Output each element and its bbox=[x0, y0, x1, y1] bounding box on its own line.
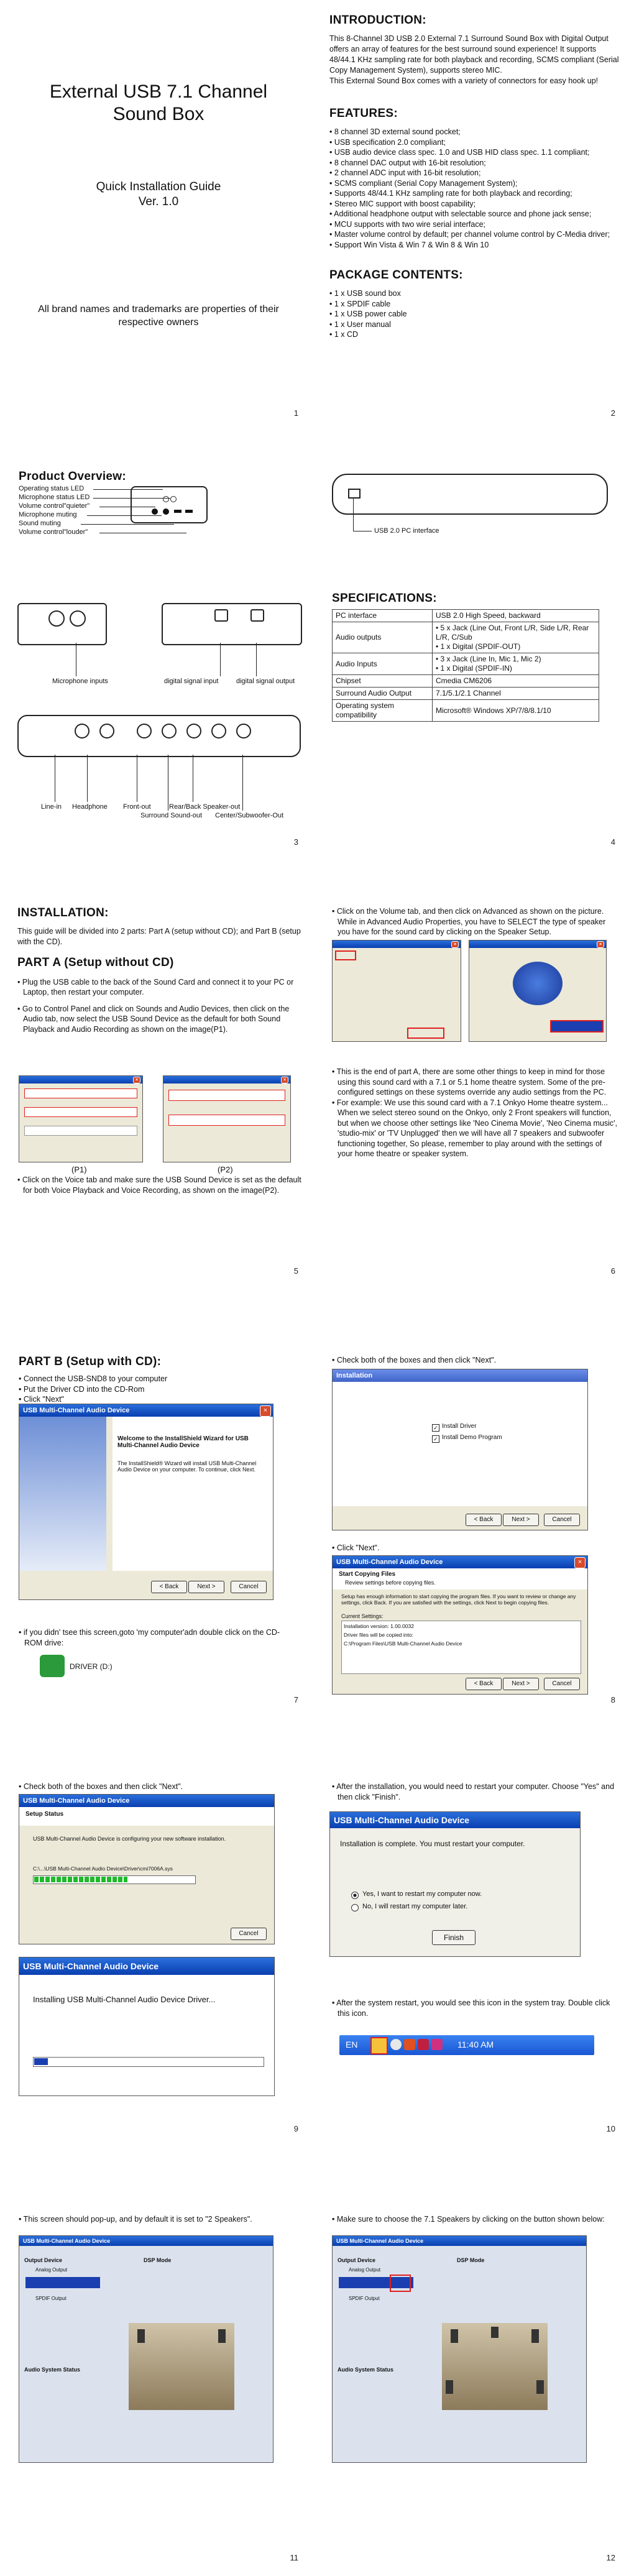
page-10 bbox=[317, 1716, 634, 2145]
spec-value: Microsoft® Windows XP/7/8/8.1/10 bbox=[433, 700, 599, 722]
cover-trademark: All brand names and trademarks are properties of their respective owners bbox=[38, 304, 279, 328]
list-item: • SCMS compliant (Serial Copy Management System); bbox=[329, 178, 622, 189]
spec-value: • 5 x Jack (Line Out, Front L/R, Side L/R, Rear L/R, C/Sub bbox=[436, 623, 589, 642]
device-back-panel bbox=[17, 715, 301, 757]
copy-body: Setup has enough information to start copying the program files. If you want to review or change any settings, click Back. If you are satisfied with the settings, click Next to begin copying files. bbox=[341, 1593, 576, 1606]
no-label: No, I will restart my computer later. bbox=[362, 1903, 468, 1910]
page-number: 7 bbox=[293, 1695, 298, 1704]
spec-key: Audio outputs bbox=[333, 622, 433, 653]
list-item: • Plug the USB cable to the back of the Sound Card and connect it to your PC or Laptop, then restart your computer. bbox=[17, 977, 303, 998]
list-item: • Support Win Vista & Win 7 & Win 8 & Win 10 bbox=[329, 240, 622, 251]
system-status-label: Audio System Status bbox=[338, 2367, 394, 2373]
close-icon: × bbox=[281, 1077, 288, 1083]
list-item: • After the installation, you would need to restart your computer. Choose "Yes" and then click "Finish". bbox=[332, 1782, 618, 1802]
features-list bbox=[329, 127, 622, 250]
close-icon: × bbox=[133, 1077, 140, 1083]
installing-driver-dialog bbox=[19, 1957, 275, 2096]
page-number: 4 bbox=[610, 837, 615, 847]
dialog-title: Installation bbox=[333, 1369, 587, 1382]
list-item: • 8 channel 3D external sound pocket; bbox=[329, 127, 622, 137]
optical-out-icon bbox=[250, 609, 264, 622]
speaker-icon bbox=[531, 2329, 539, 2343]
list-item: • if you didn' tsee this screen,goto 'my computer'adn double click on the CD-ROM drive: bbox=[19, 1627, 292, 1648]
list-item: • Master volume control by default; per channel volume control by C-Media driver; bbox=[329, 229, 622, 240]
audio-control-panel-71 bbox=[332, 2235, 587, 2463]
list-item: • MCU supports with two wire serial interface; bbox=[329, 219, 622, 230]
mic-jack-icon bbox=[70, 610, 86, 627]
audio-control-panel bbox=[19, 2235, 273, 2463]
page-4 bbox=[317, 429, 634, 858]
list-item: • 1 x USB power cable bbox=[329, 309, 622, 320]
spec-key: Operating system compatibility bbox=[333, 700, 433, 722]
label-vol-quieter: Volume control"quieter" bbox=[19, 502, 90, 510]
table-row bbox=[333, 622, 599, 653]
features-heading: FEATURES: bbox=[329, 107, 398, 121]
list-item: • Put the Driver CD into the CD-Rom bbox=[19, 1384, 292, 1395]
complete-text: Installation is complete. You must restart your computer. bbox=[340, 1839, 525, 1848]
page-12 bbox=[317, 2145, 634, 2574]
label-line-in: Line-in bbox=[41, 803, 62, 811]
label-mic-mute: Microphone muting bbox=[19, 511, 77, 518]
screenshot-audio-tab bbox=[19, 1075, 143, 1162]
speaker-icon bbox=[137, 2329, 145, 2343]
caption-p2: (P2) bbox=[218, 1165, 233, 1174]
dialog-title: USB Multi-Channel Audio Device bbox=[19, 2236, 273, 2246]
page-2 bbox=[317, 0, 634, 429]
drive-label: DRIVER (D:) bbox=[70, 1662, 113, 1671]
overview-heading: Product Overview: bbox=[19, 470, 126, 483]
tray-clock: 11:40 AM bbox=[457, 2040, 494, 2049]
jack-icon bbox=[75, 724, 90, 738]
list-item: • After the system restart, you would see this icon in the system tray. Double click this icon. bbox=[332, 1998, 618, 2018]
label-operating-led: Operating status LED bbox=[19, 485, 85, 492]
device-front-panel bbox=[131, 486, 208, 523]
status-heading: Setup Status bbox=[25, 1811, 64, 1818]
page-6 bbox=[317, 858, 634, 1287]
install-path: C:\Program Files\USB Multi-Channel Audio Device bbox=[344, 1640, 462, 1647]
spec-key: Surround Audio Output bbox=[333, 688, 433, 700]
analog-output-label: Analog Output bbox=[349, 2267, 381, 2273]
page-9 bbox=[0, 1716, 317, 2145]
tray-icon[interactable] bbox=[390, 2039, 402, 2050]
label-sound-mute: Sound muting bbox=[19, 520, 61, 527]
list-item: • For example: We use this sound card with a 7.1 Onkyo Home theatre system... When we select stereo sound on the Onkyo, only 2 Front speakers will function, but when we choose other settings like 'Neo Cinema Movie', 'Neo Cinema music', 'studio-mix' or 'TV Unplugged' then we will have all 7 speakers and subwoofer functioning together, So please, remember to play around with the settings of your home theatre or speaker system. bbox=[332, 1098, 618, 1159]
spec-value: • 3 x Jack (Line In, Mic 1, Mic 2) bbox=[436, 655, 541, 663]
spec-value: USB 2.0 High Speed, backward bbox=[433, 610, 599, 622]
cd-drive-icon[interactable] bbox=[40, 1655, 65, 1677]
tray-icon[interactable] bbox=[418, 2039, 429, 2050]
speaker-icon bbox=[218, 2329, 226, 2343]
jack-icon bbox=[162, 724, 177, 738]
digital-input-label: digital signal input bbox=[164, 678, 219, 685]
cover-version: Ver. 1.0 bbox=[138, 195, 179, 208]
system-status-label: Audio System Status bbox=[24, 2367, 81, 2373]
install-demo-checkbox[interactable]: ✓ bbox=[432, 1435, 439, 1443]
list-item: • 2 channel ADC input with 16-bit resolution; bbox=[329, 168, 622, 178]
setup-status-dialog bbox=[19, 1794, 275, 1944]
next-button[interactable]: Next > bbox=[503, 1514, 539, 1526]
list-item: • 1 x CD bbox=[329, 329, 622, 340]
dialog-title: USB Multi-Channel Audio Device bbox=[333, 2236, 586, 2246]
screenshot-voice-tab bbox=[163, 1075, 291, 1162]
current-settings-label: Current Settings: bbox=[341, 1613, 384, 1619]
specs-heading: SPECIFICATIONS: bbox=[332, 592, 437, 605]
list-item: • Click on the Volume tab, and then click on Advanced as shown on the picture. While in Advanced Audio Properties, you have to SELECT the type of speaker you have for the sound card by clicking on the Speaker Setup. bbox=[332, 906, 618, 937]
list-item: • Go to Control Panel and click on Sounds and Audio Devices, then click on the Audio tab, now select the USB Sound Device as the default for both Sound Playback and Audio Recording as shown on the image(P1). bbox=[17, 1004, 303, 1035]
jack-icon bbox=[186, 724, 201, 738]
install-driver-label: Install Driver bbox=[442, 1423, 477, 1430]
audio-device-tray-icon[interactable] bbox=[370, 2037, 388, 2054]
spec-key: Audio Inputs bbox=[333, 653, 433, 675]
copy-heading: Start Copying Files bbox=[339, 1571, 396, 1578]
installing-text: Installing USB Multi-Channel Audio Device Driver... bbox=[33, 1995, 216, 2004]
jack-icon bbox=[211, 724, 226, 738]
mic-jack-icon bbox=[48, 610, 65, 627]
label-center-sub: Center/Subwoofer-Out bbox=[215, 812, 284, 819]
dialog-title: USB Multi-Channel Audio Device bbox=[19, 1957, 274, 1975]
status-body: USB Multi-Channel Audio Device is configuring your new software installation. bbox=[33, 1836, 226, 1842]
page-number: 8 bbox=[610, 1695, 615, 1704]
installation-intro: This guide will be divided into 2 parts: Part A (setup without CD); and Part B (setup with the CD). bbox=[17, 927, 301, 946]
back-button[interactable]: < Back bbox=[151, 1581, 187, 1593]
yes-radio[interactable] bbox=[351, 1892, 359, 1899]
led-icon bbox=[163, 496, 169, 502]
specs-table bbox=[332, 609, 599, 722]
install-driver-checkbox[interactable]: ✓ bbox=[432, 1424, 439, 1432]
speaker-mode-buttons[interactable] bbox=[25, 2277, 100, 2288]
wizard-body: The InstallShield® Wizard will install USB Multi-Channel Audio Device on your computer. To continue, click Next. bbox=[117, 1460, 257, 1473]
copy-subheading: Review settings before copying files. bbox=[345, 1580, 436, 1586]
cancel-button[interactable]: Cancel bbox=[544, 1514, 580, 1526]
spec-value: Cmedia CM6206 bbox=[433, 675, 599, 688]
progress-bar bbox=[33, 2057, 264, 2067]
speaker-icon bbox=[536, 2380, 544, 2394]
spec-key: PC interface bbox=[333, 610, 433, 622]
speaker-icon bbox=[513, 962, 563, 1005]
page-11 bbox=[0, 2145, 317, 2574]
close-icon[interactable]: × bbox=[260, 1405, 271, 1417]
screenshot-speaker-setup bbox=[469, 940, 607, 1042]
button-icon bbox=[185, 510, 193, 513]
finish-button[interactable]: Finish bbox=[432, 1930, 476, 1945]
screenshot-volume-tab bbox=[332, 940, 461, 1042]
label-surround-out: Surround Sound-out bbox=[140, 812, 203, 819]
list-item: • Check both of the boxes and then click "Next". bbox=[332, 1355, 618, 1366]
button-icon bbox=[163, 508, 169, 515]
label-vol-louder: Volume control"louder" bbox=[19, 528, 88, 536]
dialog-title: USB Multi-Channel Audio Device bbox=[19, 1404, 273, 1417]
copying-files-dialog bbox=[332, 1555, 588, 1695]
optical-in-icon bbox=[214, 609, 228, 622]
dsp-mode-label: DSP Mode bbox=[457, 2257, 485, 2263]
restart-dialog bbox=[329, 1811, 581, 1957]
mic-inputs-label: Microphone inputs bbox=[52, 678, 108, 685]
close-icon: × bbox=[451, 941, 459, 948]
cover-subtitle: Quick Installation Guide bbox=[96, 180, 221, 193]
usb-port-icon bbox=[348, 489, 361, 499]
page-number: 12 bbox=[606, 2553, 615, 2562]
output-device-label: Output Device bbox=[338, 2257, 376, 2263]
install-demo-label: Install Demo Program bbox=[442, 1434, 502, 1441]
progress-fill bbox=[34, 1877, 127, 1882]
cancel-button[interactable]: Cancel bbox=[544, 1678, 580, 1690]
package-heading: PACKAGE CONTENTS: bbox=[329, 269, 463, 282]
spdif-output-label: SPDIF Output bbox=[349, 2296, 380, 2301]
package-list bbox=[329, 288, 622, 340]
speaker-icon bbox=[491, 2327, 498, 2338]
progress-fill bbox=[34, 2058, 48, 2065]
label-mic-led: Microphone status LED bbox=[19, 494, 90, 501]
jack-icon bbox=[137, 724, 152, 738]
cover-title: External USB 7.1 Channel Sound Box bbox=[49, 81, 268, 124]
next-button[interactable]: Next > bbox=[188, 1581, 224, 1593]
table-row bbox=[333, 675, 599, 688]
list-item: • 1 x SPDIF cable bbox=[329, 299, 622, 310]
page-number: 3 bbox=[293, 837, 298, 847]
intro-text: This 8-Channel 3D USB 2.0 External 7.1 Surround Sound Box with Digital Output offers an array of features for the best surround sound experience! It supports 48/44.1 KHz sampling rate for both playback and recording, SCMS compliant (Serial Copy Management System), supports stereo MIC. bbox=[329, 34, 619, 75]
next-button[interactable]: Next > bbox=[503, 1678, 539, 1690]
table-row bbox=[333, 610, 599, 622]
list-item: • Check both of the boxes and then click "Next". bbox=[19, 1782, 305, 1792]
installation-heading: INSTALLATION: bbox=[17, 906, 109, 919]
list-item: • Make sure to choose the 7.1 Speakers by clicking on the button shown below: bbox=[332, 2214, 618, 2225]
list-item: • USB audio device class spec. 1.0 and USB HID class spec. 1.1 compliant; bbox=[329, 147, 622, 158]
page-number: 10 bbox=[606, 2124, 615, 2133]
jack-icon bbox=[99, 724, 114, 738]
device-side-usb bbox=[332, 474, 608, 515]
list-item: • This is the end of part A, there are some other things to keep in mind for those using this sound card with a 7.1 or 5.1 home theatre system. Some of the pre-configured settings on these systems override any audio settings from the PC. bbox=[332, 1067, 618, 1098]
spec-value: 7.1/5.1/2.1 Channel bbox=[433, 688, 599, 700]
analog-output-label: Analog Output bbox=[35, 2267, 68, 2273]
yes-label: Yes, I want to restart my computer now. bbox=[362, 1890, 482, 1898]
jack-icon bbox=[236, 724, 251, 738]
list-item: • USB specification 2.0 compliant; bbox=[329, 137, 622, 148]
page-1 bbox=[0, 0, 317, 429]
caption-p1: (P1) bbox=[71, 1165, 87, 1174]
page-3 bbox=[0, 429, 317, 858]
speaker-icon bbox=[451, 2329, 458, 2343]
page-number: 11 bbox=[290, 2553, 298, 2562]
list-item: • 1 x USB sound box bbox=[329, 288, 622, 299]
spec-value: • 1 x Digital (SPDIF-OUT) bbox=[436, 642, 521, 651]
wizard-heading: Welcome to the InstallShield Wizard for USB Multi-Channel Audio Device bbox=[117, 1435, 249, 1449]
seven-one-button-highlight[interactable] bbox=[390, 2275, 411, 2292]
page-number: 6 bbox=[610, 1266, 615, 1276]
close-icon[interactable]: × bbox=[574, 1557, 586, 1568]
table-row bbox=[333, 700, 599, 722]
label-headphone: Headphone bbox=[72, 803, 108, 811]
table-row bbox=[333, 653, 599, 675]
list-item: • Click "Next". bbox=[332, 1543, 618, 1553]
spec-value: • 1 x Digital (SPDIF-IN) bbox=[436, 664, 512, 673]
intro-heading: INTRODUCTION: bbox=[329, 14, 426, 27]
device-digital-side bbox=[162, 603, 302, 645]
output-device-label: Output Device bbox=[24, 2257, 63, 2263]
back-button[interactable]: < Back bbox=[466, 1514, 502, 1526]
usb-interface-label: USB 2.0 PC interface bbox=[374, 527, 439, 535]
button-icon bbox=[174, 510, 181, 513]
list-item: • Additional headphone output with selectable source and phone jack sense; bbox=[329, 209, 622, 219]
tray-language: EN bbox=[346, 2040, 358, 2049]
list-item: • Supports 48/44.1 KHz sampling rate for both playback and recording; bbox=[329, 188, 622, 199]
tray-icon[interactable] bbox=[404, 2039, 415, 2050]
close-icon: × bbox=[597, 941, 604, 948]
page-number: 9 bbox=[293, 2124, 298, 2133]
tray-icon[interactable] bbox=[431, 2039, 443, 2050]
back-button[interactable]: < Back bbox=[466, 1678, 502, 1690]
spec-key: Chipset bbox=[333, 675, 433, 688]
page-number: 1 bbox=[293, 408, 298, 418]
table-row bbox=[333, 688, 599, 700]
led-icon bbox=[170, 496, 177, 502]
installation-dialog bbox=[332, 1369, 588, 1530]
list-item: • Click "Next" bbox=[19, 1394, 292, 1405]
page-8 bbox=[317, 1287, 634, 1716]
spdif-output-label: SPDIF Output bbox=[35, 2296, 67, 2301]
list-item: • 1 x User manual bbox=[329, 320, 622, 330]
page-5 bbox=[0, 858, 317, 1287]
dialog-title: USB Multi-Channel Audio Device bbox=[19, 1795, 274, 1807]
installshield-welcome-dialog bbox=[19, 1404, 273, 1600]
page-7 bbox=[0, 1287, 317, 1716]
label-rear-out: Rear/Back Speaker-out bbox=[169, 803, 241, 811]
label-front-out: Front-out bbox=[123, 803, 151, 811]
page-number: 2 bbox=[610, 408, 615, 418]
dialog-title: USB Multi-Channel Audio Device bbox=[333, 1556, 587, 1568]
dsp-mode-label: DSP Mode bbox=[144, 2257, 172, 2263]
no-radio[interactable] bbox=[351, 1904, 359, 1911]
cancel-button[interactable]: Cancel bbox=[231, 1928, 267, 1940]
list-item: • Stereo MIC support with boost capability; bbox=[329, 199, 622, 209]
intro-text-2: This External Sound Box comes with a variety of connectors for easy hook up! bbox=[329, 76, 599, 85]
install-version: Installation version: 1.00.0032 bbox=[344, 1623, 414, 1629]
dialog-title: USB Multi-Channel Audio Device bbox=[330, 1812, 580, 1828]
part-b-heading: PART B (Setup with CD): bbox=[19, 1355, 162, 1368]
driver-files-label: Driver files will be copied into: bbox=[344, 1632, 413, 1638]
list-item: • 8 channel DAC output with 16-bit resolution; bbox=[329, 158, 622, 168]
speaker-icon bbox=[446, 2380, 453, 2394]
button-icon bbox=[152, 508, 158, 515]
page-number: 5 bbox=[293, 1266, 298, 1276]
cancel-button[interactable]: Cancel bbox=[231, 1581, 267, 1593]
digital-output-label: digital signal output bbox=[236, 678, 295, 685]
list-item: • This screen should pop-up, and by default it is set to "2 Speakers". bbox=[19, 2214, 305, 2225]
list-item: • Click on the Voice tab and make sure the USB Sound Device is set as the default for both Voice Playback and Voice Recording, as shown on the image(P2). bbox=[17, 1175, 303, 1195]
status-path: C:\...\USB Multi-Channel Audio Device\Driver\cmi7006A.sys bbox=[33, 1865, 173, 1872]
part-a-heading: PART A (Setup without CD) bbox=[17, 955, 174, 969]
list-item: • Connect the USB-SND8 to your computer bbox=[19, 1374, 292, 1384]
